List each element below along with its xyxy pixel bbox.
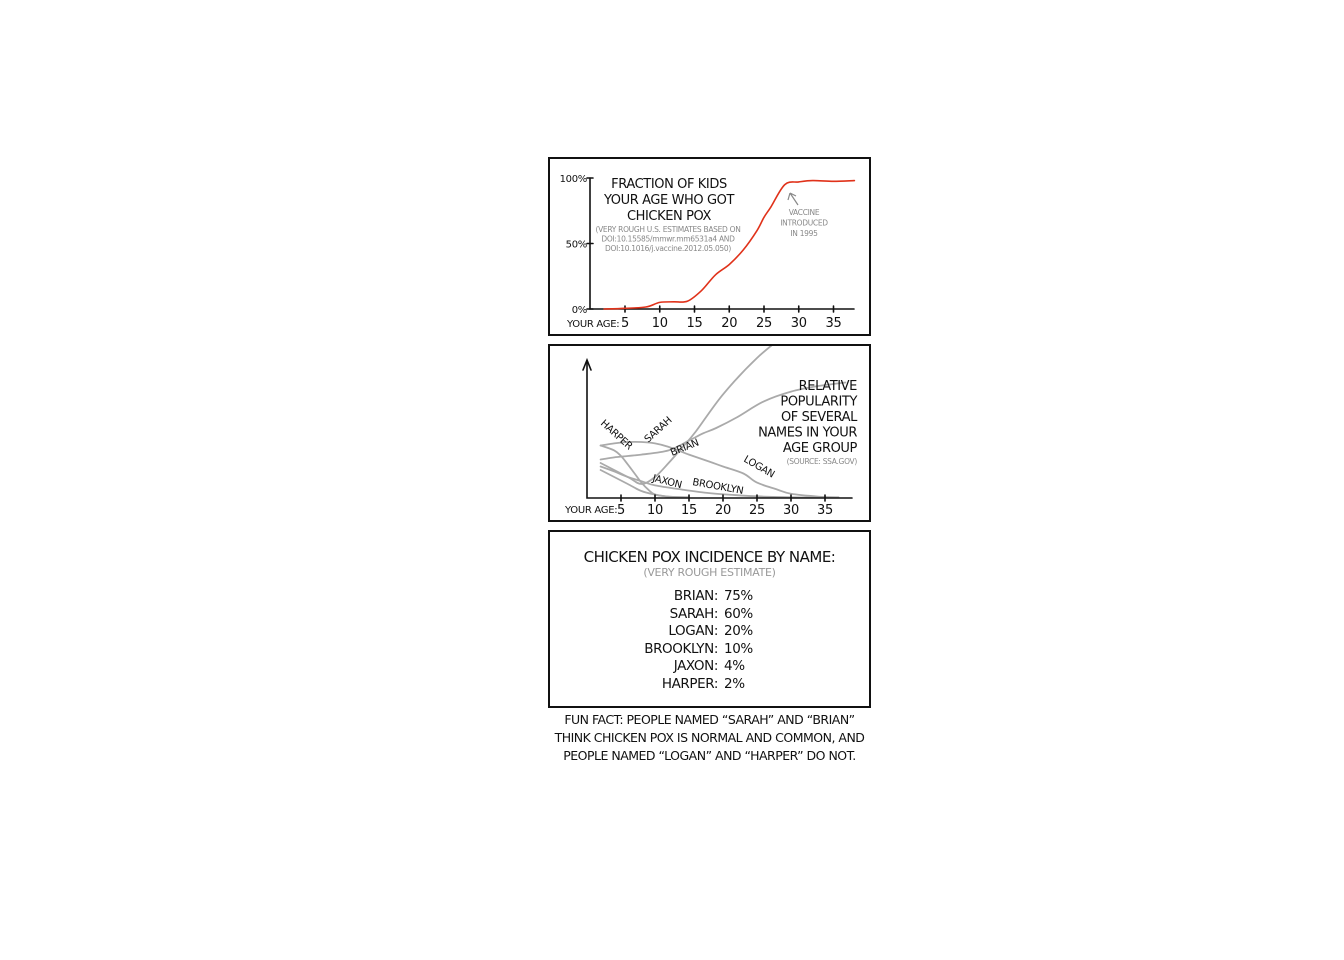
chart-title-line: CHICKEN POX bbox=[626, 209, 712, 224]
chart-title-line: AGE GROUP bbox=[782, 441, 857, 456]
incidence-row bbox=[550, 641, 869, 659]
incidence-name: BRIAN: bbox=[673, 588, 718, 604]
chart-title-line: RELATIVE bbox=[798, 379, 857, 394]
chart-title-line: YOUR AGE WHO GOT bbox=[603, 193, 735, 208]
caption-line: PEOPLE NAMED “LOGAN” AND “HARPER” DO NOT. bbox=[563, 748, 856, 763]
x-tick-label: 35 bbox=[817, 503, 833, 518]
incidence-rows bbox=[550, 588, 869, 693]
incidence-row bbox=[550, 623, 869, 641]
incidence-row bbox=[550, 588, 869, 606]
series-label-brooklyn: BROOKLYN bbox=[691, 477, 745, 497]
name-popularity-panel bbox=[548, 344, 871, 522]
x-tick-label: 25 bbox=[749, 503, 765, 518]
incidence-row bbox=[550, 658, 869, 676]
x-tick-label: 25 bbox=[756, 316, 772, 331]
incidence-name: BROOKLYN: bbox=[644, 640, 718, 657]
x-tick-label: 5 bbox=[621, 316, 629, 331]
incidence-name: HARPER: bbox=[661, 675, 718, 692]
incidence-name: SARAH: bbox=[669, 605, 718, 622]
chart-subtitle-line: (VERY ROUGH U.S. ESTIMATES BASED ON bbox=[595, 225, 741, 234]
fun-fact-caption bbox=[548, 711, 871, 765]
series-label-logan: LOGAN bbox=[741, 454, 777, 481]
annotation-arrow bbox=[788, 193, 798, 205]
annotation-text: IN 1995 bbox=[790, 229, 818, 238]
chart-title-line: POPULARITY bbox=[780, 394, 857, 410]
annotation-text: VACCINE bbox=[788, 208, 820, 217]
x-tick-label: 30 bbox=[790, 316, 807, 331]
chart-title-line: OF SEVERAL bbox=[780, 410, 857, 425]
x-tick-label: 10 bbox=[651, 316, 668, 331]
chart-title-line: FRACTION OF KIDS bbox=[611, 177, 727, 192]
annotation-text: INTRODUCED bbox=[780, 218, 828, 228]
x-tick-label: 20 bbox=[715, 503, 731, 518]
name-popularity-chart bbox=[550, 346, 873, 524]
series-label-harper: HARPER bbox=[597, 418, 635, 453]
x-axis-label: YOUR AGE: bbox=[565, 505, 618, 516]
incidence-title: CHICKEN POX INCIDENCE BY NAME: bbox=[583, 548, 836, 566]
chicken-pox-fraction-panel bbox=[548, 157, 871, 336]
y-tick-label: 50% bbox=[565, 239, 587, 251]
x-tick-label: 5 bbox=[617, 503, 625, 518]
incidence-subtitle: (VERY ROUGH ESTIMATE) bbox=[643, 566, 776, 579]
x-tick-label: 10 bbox=[647, 503, 663, 518]
incidence-value: 60% bbox=[724, 605, 753, 622]
x-tick-label: 30 bbox=[783, 503, 799, 518]
series-label-sarah: SARAH bbox=[642, 415, 675, 446]
incidence-value: 4% bbox=[724, 658, 745, 674]
y-tick-label: 0% bbox=[571, 305, 587, 316]
x-tick-label: 35 bbox=[825, 316, 842, 331]
x-tick-label: 20 bbox=[721, 316, 738, 331]
incidence-value: 20% bbox=[724, 623, 753, 639]
chart-title-line: NAMES IN YOUR bbox=[758, 425, 857, 441]
series-line-brian bbox=[601, 330, 791, 484]
chicken-pox-fraction-chart bbox=[550, 159, 873, 338]
incidence-value: 10% bbox=[724, 640, 753, 657]
incidence-table-panel bbox=[548, 530, 871, 708]
chart-subtitle-line: DOI:10.1016/j.vaccine.2012.05.050) bbox=[605, 244, 731, 253]
x-tick-label: 15 bbox=[681, 503, 697, 518]
incidence-name: JAXON: bbox=[673, 658, 718, 674]
incidence-value: 75% bbox=[724, 588, 753, 604]
series-label-brian: BRIAN bbox=[669, 437, 701, 459]
incidence-value: 2% bbox=[724, 675, 745, 692]
incidence-row bbox=[550, 676, 869, 694]
caption-line: THINK CHICKEN POX IS NORMAL AND COMMON, AND bbox=[554, 730, 865, 745]
chart-source: (SOURCE: SSA.GOV) bbox=[786, 457, 857, 466]
x-tick-label: 15 bbox=[686, 316, 703, 331]
chart-subtitle-line: DOI:10.15585/mmwr.mm6531a4 AND bbox=[601, 234, 735, 244]
incidence-name: LOGAN: bbox=[668, 623, 718, 639]
x-axis-label: YOUR AGE: bbox=[567, 319, 620, 330]
series-label-jaxon: JAXON bbox=[651, 473, 683, 492]
incidence-row bbox=[550, 606, 869, 624]
y-tick-label: 100% bbox=[559, 174, 587, 185]
caption-line: FUN FACT: PEOPLE NAMED “SARAH” AND “BRIAN” bbox=[564, 712, 855, 727]
